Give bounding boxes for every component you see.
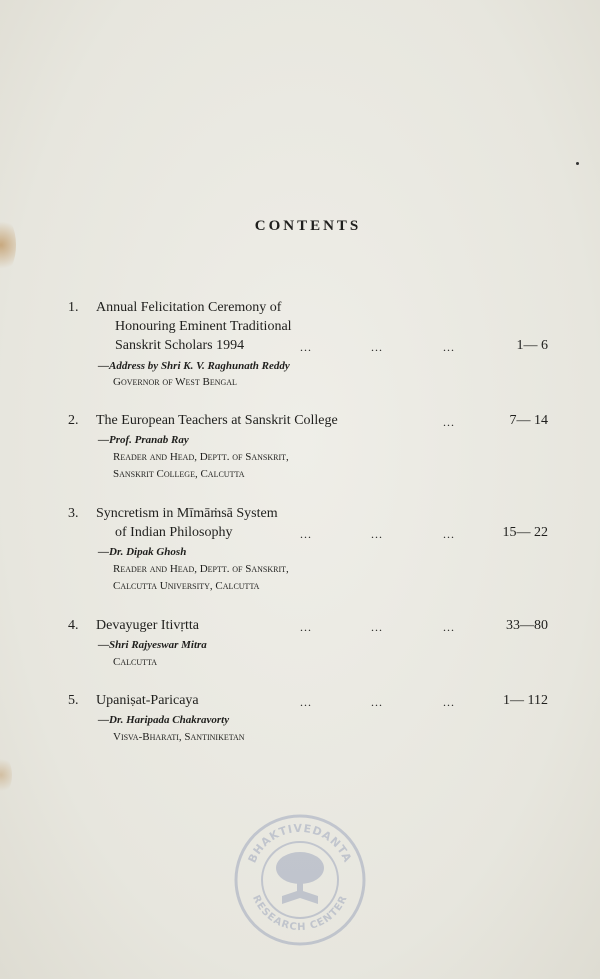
leader-dots: ... [371,527,383,541]
leader-dots: ... [443,340,455,354]
leader-dots: ... [443,527,455,541]
tree-icon [276,852,324,904]
leader-dots: ... [443,415,455,429]
entry-affiliation: Reader and Head, Deptt. of Sanskrit, [113,563,289,575]
entry-author: —Dr. Dipak Ghosh [98,546,187,558]
leader-dots: ... [300,620,312,634]
entry-affiliation: Governor of West Bengal [113,376,237,388]
page-range: 1— 6 [516,338,548,353]
library-seal-watermark [232,812,368,948]
entry-affiliation: Calcutta [113,656,158,668]
page-range: 15— 22 [502,525,548,540]
entry-affiliation: Visva-Bharati, Santiniketan [113,731,245,743]
leader-dots: ... [371,340,383,354]
leader-dots: ... [371,695,383,709]
page-range: 1— 112 [503,693,548,708]
leader-dots: ... [300,340,312,354]
entry-affiliation: Sanskrit College, Calcutta [113,468,245,480]
entry-author: —Prof. Pranab Ray [98,434,189,446]
entry-affiliation: Calcutta University, Calcutta [113,580,260,592]
entry-number: 2. [68,413,79,428]
entry-title-line: Upaniṣat-Paricaya [96,693,199,708]
entry-number: 3. [68,506,79,521]
entry-affiliation: Reader and Head, Deptt. of Sanskrit, [113,451,289,463]
entry-number: 4. [68,618,79,633]
entry-number: 1. [68,300,79,315]
leader-dots: ... [443,695,455,709]
entry-title-line: Sanskrit Scholars 1994 [115,338,245,353]
entry-title-line: Syncretism in Mīmāṁsā System [96,506,278,521]
leader-dots: ... [300,527,312,541]
contents-heading: CONTENTS [254,218,362,234]
entry-title-line: The European Teachers at Sanskrit College [96,413,338,428]
page-range: 33—80 [506,618,548,633]
entry-title-line: Devayuger Itivṛtta [96,618,200,633]
page-speck [576,162,579,165]
entry-number: 5. [68,693,79,708]
leader-dots: ... [443,620,455,634]
entry-author: —Shri Rajyeswar Mitra [98,639,207,651]
left-edge-stain-lower [0,755,12,795]
page-range: 7— 14 [509,413,548,428]
entry-title-line: of Indian Philosophy [115,525,233,540]
entry-author: —Dr. Haripada Chakravorty [98,714,230,726]
seal-graphic [232,812,368,948]
entry-title-line: Honouring Eminent Traditional [115,319,292,334]
leader-dots: ... [371,620,383,634]
entry-author: —Address by Shri K. V. Raghunath Reddy [98,360,290,372]
seal-top-text: BHAKTIVEDANTA [245,821,355,865]
leader-dots: ... [300,695,312,709]
seal-bottom-text: RESEARCH CENTER [250,893,350,934]
entry-title-line: Annual Felicitation Ceremony of [96,300,282,315]
